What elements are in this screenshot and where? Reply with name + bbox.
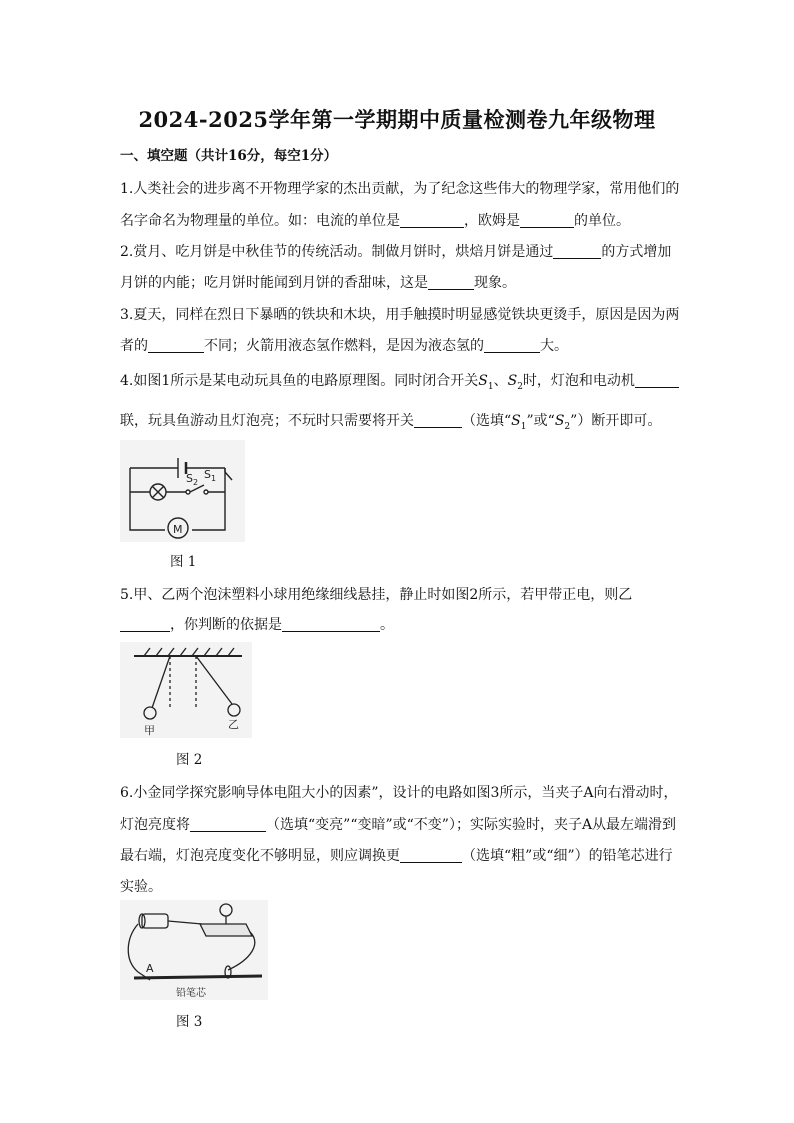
answer-blank[interactable] — [282, 617, 380, 632]
s1-label: $S_1$ — [204, 468, 217, 483]
q2-text-c: 月饼的内能；吃月饼时能闻到月饼的香甜味，这是 — [120, 275, 428, 291]
answer-blank[interactable] — [120, 617, 170, 632]
q3-line-2 — [120, 335, 568, 355]
q6-text-b: （选填“变亮”“变暗”或“不变”）；实际实验时，夹子A从最左端滑到 — [266, 817, 677, 833]
figure-1-circuit — [120, 440, 245, 542]
q4-text-e: ”或“ — [526, 413, 555, 429]
page-title: 2024-2025学年第一学期期中质量检测卷九年级物理 — [138, 107, 656, 132]
answer-blank[interactable] — [400, 848, 462, 863]
q1-text-b: ，欧姆是 — [464, 213, 520, 229]
q3-line-1: 3.夏天，同样在烈日下暴晒的铁块和木块，用手触摸时明显感觉铁块更烫手，原因是因为两 — [120, 307, 680, 323]
q2-text-d: 现象。 — [474, 275, 516, 291]
pencil-lead-label: 铅笔芯 — [176, 988, 206, 999]
circuit-diagram — [120, 440, 245, 542]
q1-text-c: 的单位。 — [574, 213, 630, 229]
q6-text-a: 灯泡亮度将 — [120, 817, 190, 833]
answer-blank[interactable] — [484, 338, 540, 353]
figure-3-apparatus — [120, 900, 268, 1000]
q4-sep: 、 — [493, 373, 508, 389]
q2-line-2 — [120, 272, 516, 292]
q1-text-a: 名字命名为物理量的单位。如：电流的单位是 — [120, 213, 400, 229]
q2-line-1 — [120, 241, 671, 261]
q5-text-a: ，你判断的依据是 — [170, 617, 282, 633]
answer-blank[interactable] — [400, 213, 464, 228]
figure-3-caption: 图 3 — [176, 1014, 203, 1030]
answer-blank[interactable] — [428, 275, 474, 290]
figure-1-caption: 图 1 — [170, 554, 197, 570]
answer-blank[interactable] — [190, 817, 266, 832]
q5-text-b: 。 — [380, 617, 394, 633]
switch-s1-symbol: $S_1$ — [511, 413, 527, 432]
q4-text-b: 时，灯泡和电动机 — [522, 373, 635, 389]
q6-text-d: （选填“粗”或“细”）的铅笔芯进行 — [462, 848, 673, 864]
q5-line-2 — [120, 614, 394, 634]
q3-text-b: 不同；火箭用液态氢作燃料，是因为液态氢的 — [204, 338, 484, 354]
ball-yi-label: 乙 — [228, 718, 239, 731]
apparatus-diagram — [120, 900, 268, 1000]
q4-text-f: ”）断开即可。 — [570, 413, 662, 429]
s2-label: $S_2$ — [186, 472, 199, 487]
q1-line-1: 1.人类社会的进步离不开物理学家的杰出贡献，为了纪念这些伟大的物理学家，常用他们的 — [120, 181, 680, 197]
q6-line-1: 6.小金同学探究影响导体电阻大小的因素”，设计的电路如图3所示，当夹子A向右滑动时， — [120, 785, 678, 801]
q2-text-a: 2.赏月、吃月饼是中秋佳节的传统活动。制做月饼时，烘焙月饼是通过 — [120, 244, 554, 260]
answer-blank[interactable] — [520, 213, 574, 228]
switch-s1-symbol: $S_1$ — [478, 373, 494, 392]
q4-line-2 — [120, 410, 661, 432]
q4-text-a: 4.如图1所示是某电动玩具鱼的电路原理图。同时闭合开关 — [120, 373, 479, 389]
answer-blank[interactable] — [635, 373, 679, 388]
pith-ball-diagram — [120, 642, 252, 738]
q2-text-b: 的方式增加 — [601, 244, 672, 260]
answer-blank[interactable] — [148, 338, 204, 353]
switch-s2-symbol: $S_2$ — [554, 413, 571, 432]
figure-2-pith-balls — [120, 642, 252, 738]
q6-line-3 — [120, 845, 673, 865]
q1-line-2 — [120, 210, 630, 230]
ball-jia-label: 甲 — [144, 724, 155, 737]
q6-line-4: 实验。 — [120, 879, 162, 895]
q5-line-1: 5.甲、乙两个泡沫塑料小球用绝缘细线悬挂，静止时如图2所示，若甲带正电，则乙 — [120, 587, 633, 603]
figure-2-caption: 图 2 — [176, 752, 203, 768]
clip-a-label: A — [146, 962, 154, 975]
motor-label: M — [173, 523, 183, 536]
section-heading: 一、填空题（共计16分，每空1分） — [120, 148, 338, 164]
answer-blank[interactable] — [553, 244, 601, 259]
q4-text-c: 联，玩具鱼游动且灯泡亮；不玩时只需要将开关 — [120, 413, 414, 429]
q6-line-2 — [120, 814, 676, 834]
q4-text-d: （选填“ — [462, 413, 512, 429]
q4-line-1 — [120, 370, 679, 392]
q3-text-c: 大。 — [540, 338, 568, 354]
answer-blank[interactable] — [414, 413, 462, 428]
q3-text-a: 者的 — [120, 338, 148, 354]
q6-text-c: 最右端，灯泡亮度变化不够明显，则应调换更 — [120, 848, 400, 864]
switch-s2-symbol: $S_2$ — [507, 373, 523, 392]
